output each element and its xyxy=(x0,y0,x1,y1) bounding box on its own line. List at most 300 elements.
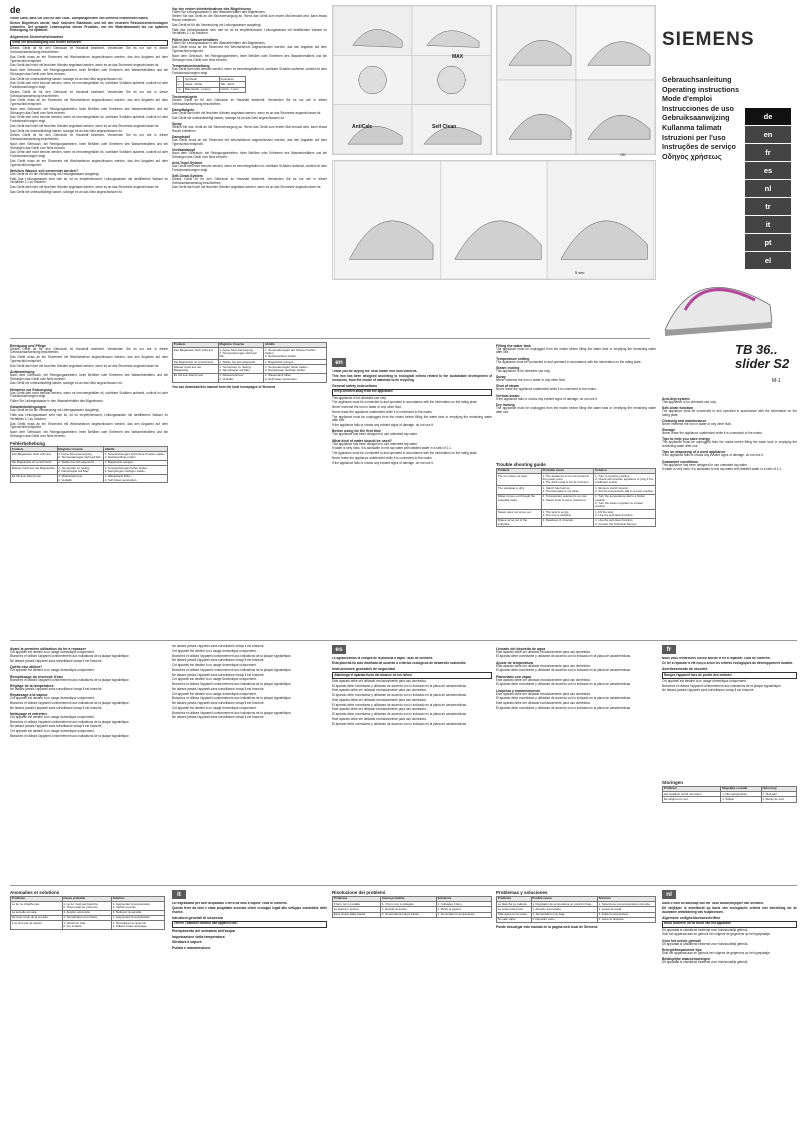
de-steam-title: Dampfbügeln xyxy=(172,107,195,112)
fr-trouble-cell-3-0: Il ne sort pas de vapeur. xyxy=(11,921,63,930)
en-p4-b: Never leave the appliance unattended while it is connected to the mains. xyxy=(332,455,433,460)
de-p3: Das Gerät darf nicht mit feuchten Händen angefasst werden, wenn es an das Stromnetz angeschlossen ist. xyxy=(10,63,160,68)
es-trouble-cell-3-1: 1. Depósito vacío. xyxy=(531,917,597,922)
fr-p3-l: Ne laissez jamais l'appareil sans surveillance lorsqu'il est branché. xyxy=(662,688,755,693)
en-p2: The appliance must be connected to and operated in accordance with the information on the rating plate. xyxy=(332,400,478,405)
de-env-title: Hinweise zur Entsorgung xyxy=(10,387,53,392)
nl-energy-title: Energiebesparende tips xyxy=(662,947,702,952)
de-calc-title: Self-Clean-System xyxy=(172,173,203,178)
fr-intro: Nous vous remercions d'avoir acheté le fer à repasser TB36 de Siemens. xyxy=(662,657,771,660)
es-trouble-cell-0-2: 1. Seleccione una temperatura más alta. xyxy=(597,902,655,907)
en-p6: If the appliance falls or shows any evident signs of damage, do not use it. xyxy=(332,423,434,428)
de-water-title: Welches Wasser soll verwendet werden? xyxy=(10,168,79,173)
de-intro2: Dieses Bügeleisen wurde, nach höchsten Standards, und mit den neuesten Ressourcentechnologien entworfen. Der gesamte Lebenszyklus dieses Produkts, von der Materialauswahl bis zur späteren Entsorgung, ist optimiert. xyxy=(10,20,168,33)
brand-logo: SIEMENS xyxy=(662,29,755,50)
de-p4c: Nach dem Gebrauch, bei Reinigungsarbeiten, beim Befüllen oder Entleeren des Wasserbehälters und bei Störungen das Gerät vom Netz trennen. xyxy=(10,141,168,150)
table-row xyxy=(11,452,168,461)
fr-column-2 xyxy=(172,645,327,880)
en-trouble-cell-2-2: 1. Turn the temperature dial to a higher position. 2. Turn the steam regulator to a lower position. xyxy=(594,494,656,509)
de-intro: Vielen Dank, dass Sie sich für das TB36.. Dampfbügeleisen von Siemens entschieden haben. xyxy=(10,17,149,20)
de-trouble-2-cell-3-2: 1. Wassertank füllen. 2. Self-Clean verwenden. xyxy=(264,373,327,382)
de-store-title: Aufbewahrung xyxy=(10,369,35,374)
en-trouble-title: Trouble shooting guide xyxy=(496,462,546,467)
fr-p3-k: Ne laissez jamais l'appareil sans surveillance lorsqu'il est branché. xyxy=(172,715,265,720)
de-water1-b: Das Gerät ist für die Verwendung mit Leitungswasser ausgelegt. xyxy=(172,22,262,27)
fr-p1-j: Cet appareil est destiné à un usage domestique uniquement. xyxy=(172,705,257,710)
it-trouble-cell-2-2: 1. Aumentare la temperatura. xyxy=(436,912,491,917)
en-safety-title: General safety instructions xyxy=(332,383,378,388)
nl-intro2: Dit strijkijzer is ontwikkeld op basis van ecologische criteria met betrekking tot de duurzame ontwikkeling van hulpbronnen. xyxy=(662,905,797,914)
lang-tab-nl[interactable]: nl xyxy=(745,180,791,197)
es-safety-warn: ¡Mantenga el aparato fuera del alcance de los niños! xyxy=(332,672,492,679)
nl-p1-c: Dit apparaat is uitsluitend bestemd voor huishoudelijk gebruik. xyxy=(662,960,749,965)
fr-p1-i: Cet appareil est destiné à un usage domestique uniquement. xyxy=(172,691,257,696)
fr-safety-warn: Rangez l'appareil hors de portée des enfants! xyxy=(662,672,797,679)
nl-trouble-cell-1-2: 1. Reinig de zool. xyxy=(761,797,796,802)
en-intro: Thank you for buying the TB36 steam iron from Siemens. xyxy=(332,370,418,373)
en-water-title: What kind of water should be used? xyxy=(332,438,392,443)
fr-column-3 xyxy=(662,657,797,777)
fr-p2-j: Branchez et utilisez l'appareil conformément aux indications de la plaque signalétique. xyxy=(172,710,292,715)
it-trouble-header-2: Soluzione xyxy=(436,897,491,902)
es-p2-e: El aparato debe conectarse y utilizarse de acuerdo con lo indicado en la placa de características. xyxy=(332,721,467,726)
fr-fill-title: Remplissage du réservoir d'eau xyxy=(10,674,63,679)
table-row xyxy=(497,510,656,519)
de-p4-d: Nach dem Gebrauch, bei Reinigungsarbeiten, beim Befüllen oder Entleeren des Wasserbehälters und bei Störungen das Gerät vom Netz trennen. xyxy=(172,53,327,62)
temp-cell-2-2: Cotton - Linen xyxy=(219,87,245,92)
fr-p2-f: Branchez et utilisez l'appareil conformément aux indications de la plaque signalétique. xyxy=(172,653,292,658)
de-p3b: Das Gerät darf nicht mit feuchten Händen angefasst werden, wenn es an das Stromnetz angeschlossen ist. xyxy=(10,123,160,128)
nl-p2-b: Sluit het apparaat aan en gebruik het volgens de gegevens op het typeplaatje. xyxy=(662,950,771,955)
nl-p2: Sluit het apparaat aan en gebruik het volgens de gegevens op het typeplaatje. xyxy=(662,932,771,937)
lang-marker-nl: nl xyxy=(662,890,676,899)
en-p4-c: Never leave the appliance unattended while it is connected to the mains. xyxy=(496,387,597,392)
fr-p1-b: Cet appareil est destiné à un usage domestique uniquement. xyxy=(10,668,95,673)
es-p2-g: El aparato debe conectarse y utilizarse de acuerdo con lo indicado en la placa de características. xyxy=(496,668,631,673)
de-trouble-table xyxy=(10,442,168,484)
en-p1: This appliance is for domestic use only. xyxy=(332,395,387,400)
it-trouble-title: Risoluzione dei problemi xyxy=(332,890,386,895)
en-trouble-cell-2-0: Water comes out through the soleplate holes. xyxy=(497,494,542,509)
de-p3-d: Das Gerät darf nicht mit feuchten Händen angefasst werden, wenn es an das Stromnetz angeschlossen ist. xyxy=(172,110,322,115)
de-trouble-cell-3-2: 1. Wassertank füllen. 2. Self-Clean verwenden. xyxy=(103,474,167,483)
table-row xyxy=(497,518,656,527)
en-column-1 xyxy=(332,370,492,635)
de-clean-title: Reinigung und Pflege xyxy=(10,343,46,348)
de-p6-e: Das Gerät darf nicht benutzt werden, wenn es heruntergefallen ist, sichtbare Schäden aufweist, undicht ist oder Funktionsstörungen zeigt. xyxy=(172,163,327,172)
divider-row4 xyxy=(10,885,797,886)
es-trouble-cell-0-0: La plancha no calienta. xyxy=(497,902,532,907)
lang-tab-es[interactable]: es xyxy=(745,162,791,179)
table-row xyxy=(497,494,656,509)
nl-trouble-header-1: Mogelijke oorzaak xyxy=(721,787,761,792)
fr-p1-c: Cet appareil est destiné à un usage domestique uniquement. xyxy=(10,696,95,700)
fr-temp-title: Réglage de la température xyxy=(10,683,54,688)
fr-p1: Cet appareil est destiné à un usage domestique uniquement. xyxy=(10,649,95,654)
en-trouble-table xyxy=(496,462,656,527)
en-shot-title: Shot of steam xyxy=(496,384,520,389)
lang-tab-tr[interactable]: tr xyxy=(745,198,791,215)
es-trouble-cell-2-2: 1. Suba la temperatura. xyxy=(597,912,655,917)
en-before-title: Before using for the first time xyxy=(332,429,382,434)
en-trouble-cell-3-2: 1. Fill the tank. 2. Use the self-clean function. xyxy=(594,510,656,519)
nl-p1: Dit apparaat is uitsluitend bestemd voor huishoudelijk gebruik. xyxy=(662,927,749,932)
fr-p1-g: Cet appareil est destiné à un usage domestique uniquement. xyxy=(172,663,257,667)
fr-intro2: Ce fer à repasser a été conçu selon les critères écologiques du développement durable. xyxy=(662,660,794,665)
es-trouble-header-0: Problema xyxy=(497,897,532,902)
de-trouble-cell-2-2: 1. Temperaturregler höher stellen. 2. Dampfregler niedriger stellen. xyxy=(103,466,167,475)
de-p4-e: Nach dem Gebrauch, bei Reinigungsarbeiten, beim Befüllen oder Entleeren des Wasserbehälters und bei Störungen das Gerät vom Netz trennen. xyxy=(172,150,327,159)
en-p4-e: Never leave the appliance unattended while it is connected to the mains. xyxy=(662,431,763,435)
de-column-2 xyxy=(172,5,327,340)
divider-row2 xyxy=(10,338,650,339)
it-safety-title: Istruzioni generali di sicurezza xyxy=(172,915,223,920)
de-trouble-table-2 xyxy=(172,342,327,383)
es-trouble-cell-0-1: 1. Regulador de temperatura en posición baja. xyxy=(531,902,597,907)
de-warranty-title: Garantiebedingungen xyxy=(10,405,47,410)
de-trouble-cell-3-1: 1. Wassertank leer. 2. Verkalkt. xyxy=(57,474,103,483)
en-p6-b: If the appliance falls or shows any evident signs of damage, do not use it. xyxy=(332,460,434,465)
fr-p2-c: Branchez et utilisez l'appareil conformément aux indications de la plaque signalétique. xyxy=(10,700,130,705)
de-p2-e: Das Gerät muss an ein Stromnetz mit Wechselstrom angeschlossen werden, das den Angaben auf dem Typenschild entspricht. xyxy=(172,137,327,146)
es-p2-d: El aparato debe conectarse y utilizarse de acuerdo con lo indicado en la placa de características. xyxy=(332,712,467,717)
fr-steam-title: Repassage à la vapeur xyxy=(10,693,48,697)
es-trouble-cell-2-0: Sale agua por la suela. xyxy=(497,912,532,917)
fr-p3-f: Ne laissez jamais l'appareil sans surveillance lorsqu'il est branché. xyxy=(172,645,265,648)
en-p6-c: If the appliance falls or shows any evident signs of damage, do not use it. xyxy=(496,396,598,401)
de-p2c: Das Gerät muss an ein Stromnetz mit Wechselstrom angeschlossen werden, das den Angaben auf dem Typenschild entspricht. xyxy=(10,158,168,167)
nl-column-1 xyxy=(662,902,797,1127)
en-water2-e: If water is very hard, it is advisable to mix tap water with distilled water in a ratio of 1:1. xyxy=(662,467,782,472)
de-p6-f: Das Gerät darf nicht benutzt werden, wenn es heruntergefallen ist, sichtbare Schäden aufweist, undicht ist oder Funktionsstörungen zeigt. xyxy=(10,390,168,399)
fr-p1-h: Cet appareil est destiné à un usage domestique uniquement. xyxy=(172,677,257,682)
fr-trouble-cell-0-1: 1. Le fer n'est pas branché. 2. Thermostat au minimum. xyxy=(62,902,111,911)
fr-p3-g: Ne laissez jamais l'appareil sans surveillance lorsqu'il est branché. xyxy=(172,658,265,663)
fr-p2-d: Branchez et utilisez l'appareil conformément aux indications de la plaque signalétique. xyxy=(10,719,130,724)
de-temp-title: Temperatureinstellung xyxy=(172,63,210,68)
en-trouble-cell-4-1: 1. Residues of minerals. xyxy=(541,518,594,527)
fr-p2-k: Branchez et utilisez l'appareil conformément aux indications de la plaque signalétique. xyxy=(662,683,782,688)
model-name xyxy=(735,343,789,371)
nl-trouble-table xyxy=(662,780,797,803)
nl-trouble-cell-0-1: 1. Niet aangesloten. xyxy=(721,792,761,797)
figure-iron-3 xyxy=(332,160,656,280)
en-p3-e: Never immerse the iron in water or any other fluid. xyxy=(662,421,732,426)
de-spray-title: Spray xyxy=(172,121,182,126)
title-list xyxy=(662,75,739,161)
de-p6b: Das Gerät darf nicht benutzt werden, wenn es heruntergefallen ist, sichtbare Schäden aufweist, undicht ist oder Funktionsstörungen zeigt. xyxy=(10,115,168,124)
nl-before-title: Vóór het eerste gebruik xyxy=(662,938,702,943)
es-p2-i: El aparato debe conectarse y utilizarse de acuerdo con lo indicado en la placa de características. xyxy=(496,696,631,701)
de-trouble-cell-0-2: 1. Temperaturregler auf höhere Position stellen. 2. Netzanschluss prüfen. xyxy=(104,451,166,460)
fr-trouble-header-0: Problème xyxy=(11,897,63,902)
de-trouble-cell-0-1: 1. Keine Stromversorgung. 2. Temperaturregler steht auf Min. xyxy=(58,451,102,460)
fr-p3-j: Ne laissez jamais l'appareil sans surveillance lorsqu'il est branché. xyxy=(172,701,265,705)
fr-p3-i: Ne laissez jamais l'appareil sans surveillance lorsqu'il est branché. xyxy=(172,686,265,691)
en-calc-title: Self-clean function xyxy=(662,405,694,410)
de-column-4 xyxy=(172,342,327,637)
en-column-2 xyxy=(496,342,656,457)
es-trouble-cell-2-1: 1. Temperatura muy baja. xyxy=(531,912,597,917)
lang-tab-fr[interactable]: fr xyxy=(745,144,791,161)
es-intro: Le agradecemos la compra de la plancha a vapor TB36 de Siemens. xyxy=(332,657,434,660)
nl-p1-b: Dit apparaat is uitsluitend bestemd voor huishoudelijk gebruik. xyxy=(662,941,749,946)
it-trouble-cell-1-1: 1. Residui di amido. xyxy=(381,907,437,912)
es-steam-title: Planchado con vapor xyxy=(496,674,532,679)
fr-p3-b: Ne laissez jamais l'appareil sans surveillance lorsqu'il est branché. xyxy=(10,686,103,691)
table-row xyxy=(333,912,492,917)
de-p2-g: Das Gerät muss an ein Stromnetz mit Wechselstrom angeschlossen werden, das den Angaben auf dem Typenschild entspricht. xyxy=(10,421,168,430)
fr-trouble-cell-0-2: 1. Augmentez la température. 2. Vérifiez la prise. xyxy=(111,902,164,911)
de-trouble-2-cell-0-2: 1. Temperaturregler auf höhere Position stellen. 2. Netzanschluss prüfen. xyxy=(264,348,327,360)
es-intro2: Esta plancha ha sido diseñada de acuerdo a criterios ecológicos de desarrollo sostenible. xyxy=(332,660,467,665)
en-p5-c: The appliance must be unplugged from the mains before filling the water tank or emptying the remaining water after use. xyxy=(496,346,656,355)
de-trouble-2-cell-2-1: 1. Temperatur zu niedrig. 2. Dampfregler auf Max. xyxy=(218,365,264,374)
es-p1-f: Este aparato debe ser utilizado exclusivamente para uso doméstico. xyxy=(496,649,591,654)
it-temp-title: Impostazione della temperatura xyxy=(172,934,225,939)
de-p4-g: Nach dem Gebrauch, bei Reinigungsarbeiten, beim Befüllen oder Entleeren des Wasserbehälters und bei Störungen das Gerät vom Netz trennen. xyxy=(10,430,168,438)
en-temp-title: Temperature setting xyxy=(496,356,530,361)
en-trouble-cell-4-0: Flakes come out of the soleplate. xyxy=(497,518,542,527)
de-dry-title: Trockenbügeln xyxy=(172,94,197,99)
temp-cell-2-0: ••• xyxy=(177,87,184,92)
es-trouble-table xyxy=(496,890,656,929)
de-use2-d: Stellen Sie das Gerät an die Stromversorgung an. Wenn das Gerät zum ersten Mal benutzt wird, kann etwas Rauch entstehen. xyxy=(172,124,327,133)
table-row xyxy=(11,902,165,911)
de-use1-f: Füllen Sie Leitungswasser in den Wasserbehälter des Bügeleisens. xyxy=(10,399,104,403)
en-trouble-header-0: Problem xyxy=(497,469,542,474)
en-p1-c: This appliance is for domestic use only. xyxy=(496,368,551,373)
es-trouble-cell-1-0: La suela está sucia. xyxy=(497,907,532,912)
en-water1: This appliance has been designed to use untreated tap water. xyxy=(332,441,418,446)
label-max-1: MAX xyxy=(452,54,464,60)
it-intro: La ringraziamo per aver acquistato il ferro da stiro a vapore TB36 di Siemens. xyxy=(172,902,288,905)
es-p2-b: El aparato debe conectarse y utilizarse de acuerdo con lo indicado en la placa de características. xyxy=(332,693,467,698)
de-p5: Das Gerät nie unbeaufsichtigt lassen, solange es an das Netz angeschlossen ist. xyxy=(10,76,123,81)
de-trouble-2-cell-1-0: Die Bügelsohle ist verschmutzt. xyxy=(173,360,219,365)
de-p1c: Dieses Gerät ist für den Gebrauch im Haushalt bestimmt. Verwenden Sie es nur wie in dieser Gebrauchsanweisung beschrieben. xyxy=(10,133,168,142)
title-el: Οδηγος χρήσεως xyxy=(662,151,722,161)
en-store-title: Storage xyxy=(662,428,676,432)
es-trouble-header-1: Posible causa xyxy=(531,897,597,902)
fr-trouble-cell-2-2: 1. Augmentez la température. xyxy=(111,915,164,920)
lang-tab-el[interactable]: el xyxy=(745,252,791,269)
es-safety-title: Instrucciones generales de seguridad xyxy=(332,667,395,671)
de-water1-f: Das Gerät ist für die Verwendung mit Leitungswasser ausgelegt. xyxy=(10,408,100,413)
es-trouble-cell-1-2: 1. Limpie la suela. xyxy=(597,907,655,912)
divider-row3 xyxy=(10,640,797,641)
de-trouble-2-cell-2-2: 1. Temperaturregler höher stellen. 2. Dampfregler niedriger stellen. xyxy=(264,365,327,374)
es-p1-c: Este aparato debe ser utilizado exclusivamente para uso doméstico. xyxy=(332,697,427,702)
fr-trouble-header-2: Solution xyxy=(111,897,164,902)
de-trouble-title: Fehlerbehebung xyxy=(10,440,46,446)
de-p1b: Dieses Gerät ist für den Gebrauch im Haushalt bestimmt. Verwenden Sie es nur wie in dieser Gebrauchsanweisung beschrieben. xyxy=(10,89,168,98)
de-p2-f: Das Gerät muss an ein Stromnetz mit Wechselstrom angeschlossen werden, das den Angaben auf dem Typenschild entspricht. xyxy=(10,355,168,363)
es-column-2 xyxy=(496,645,656,880)
lang-marker-fr: fr xyxy=(662,645,676,654)
fr-p3-h: Ne laissez jamais l'appareil sans surveillance lorsqu'il est branché. xyxy=(172,672,265,677)
nl-trouble-cell-1-1: 1. Stijfsel. xyxy=(721,797,761,802)
it-trouble-table xyxy=(332,890,492,918)
temp-cell-0-0: • xyxy=(177,77,184,82)
de-trouble-2-cell-3-0: Es tritt kein Dampf aus. xyxy=(173,373,219,382)
fr-trouble-cell-1-1: 1. Amidon accumulé. xyxy=(62,910,111,915)
es-p2: El aparato debe conectarse y utilizarse de acuerdo con lo indicado en la placa de características. xyxy=(332,683,467,688)
model-code: M-1 xyxy=(772,378,781,384)
table-row xyxy=(663,797,797,802)
label-ok: OK xyxy=(620,152,626,157)
de-water2-f: Falls das Leitungswasser sehr hart ist, ist es empfehlenswert, Leitungswasser mit destilliertem Wasser im Verhältnis 1:1 zu mischen. xyxy=(10,413,168,421)
en-env-title: Tips to help you save energy xyxy=(662,437,710,442)
de-footnote: You can download this manual from the local homepages of Siemens xyxy=(172,384,276,389)
en-water1-e: This appliance has been designed to use untreated tap water. xyxy=(662,462,748,467)
de-p5c: Das Gerät nie unbeaufsichtigt lassen, solange es an das Netz angeschlossen ist. xyxy=(10,189,123,194)
fr-trouble-cell-0-0: Le fer ne chauffe pas. xyxy=(11,902,63,911)
en-column-3 xyxy=(662,395,797,635)
en-warranty-title: Guarantee conditions xyxy=(662,459,698,464)
de-vertical-title: Vertikaldampf xyxy=(172,147,195,152)
en-trouble-cell-1-2: 1. Remove starch deposit. 2. Set the temperature dial to a lower position. xyxy=(595,485,655,493)
label-self-clean: Self Clean xyxy=(432,124,457,130)
es-column-1 xyxy=(332,657,492,880)
en-water1-a: This appliance has been designed to use untreated tap water. xyxy=(332,432,418,437)
it-trouble-cell-2-0: Esce acqua dalla piastra. xyxy=(333,912,381,917)
en-clean-title: Cleaning and maintenance xyxy=(662,418,707,423)
de-trouble-2-cell-3-1: 1. Wassertank leer. 2. Verkalkt. xyxy=(218,373,264,382)
fr-safety-title: Avertissements de sécurité xyxy=(662,667,708,671)
en-safety-warn: Keep children away from the appliance! xyxy=(332,389,492,396)
de-trouble-2-header-2: Abhilfe xyxy=(264,343,327,348)
de-p4-f: Nach dem Gebrauch, bei Reinigungsarbeiten, beim Befüllen oder Entleeren des Wasserbehälters und bei Störungen das Gerät vom Netz trennen. xyxy=(10,372,168,381)
en-dry-title: Dry ironing xyxy=(496,402,515,407)
title-es: Instrucciones de uso xyxy=(662,103,734,113)
fr-trouble-table xyxy=(10,890,165,930)
de-p5-d: Das Gerät nie unbeaufsichtigt lassen, solange es an das Netz angeschlossen ist. xyxy=(172,115,285,120)
nl-trouble-header-2: Oplossing xyxy=(761,787,796,792)
en-dispose-title: Tips on disposing of a used appliance xyxy=(662,450,726,455)
nl-trouble-cell-0-0: Het strijkijzer wordt niet warm. xyxy=(663,792,721,797)
lang-tab-en[interactable]: en xyxy=(745,126,791,143)
fr-p2-e: Branchez et utilisez l'appareil conformément aux indications de la plaque signalétique. xyxy=(10,733,130,738)
de-trouble-2-header-0: Problem xyxy=(173,343,219,348)
fr-trouble-cell-1-2: 1. Nettoyez la semelle. xyxy=(111,910,164,915)
fr-p3: Ne laissez jamais l'appareil sans surveillance lorsqu'il est branché. xyxy=(10,659,103,663)
es-p1-g: Este aparato debe ser utilizado exclusivamente para uso doméstico. xyxy=(496,663,591,668)
de-trouble-cell-2-0: Wasser tropft aus der Bügelsohle. xyxy=(11,466,58,475)
de-p1-d: Dieses Gerät ist für den Gebrauch im Haushalt bestimmt. Verwenden Sie es nur wie in dieser Gebrauchsanweisung beschrieben. xyxy=(172,97,327,106)
fr-water-title: Quelle eau utiliser? xyxy=(10,665,43,670)
en-intro2: This iron has been designed according to ecological criteria related to the sustainable development of resources, from the choice of materials to its recycling. xyxy=(332,373,492,382)
table-row xyxy=(11,466,168,475)
de-fill-title: Füllen des Wasserbehälters xyxy=(172,37,219,42)
de-p6: Das Gerät darf nicht benutzt werden, wenn es heruntergefallen ist, sichtbare Schäden aufweist, undicht ist oder Funktionsstörungen zeigt. xyxy=(10,81,168,90)
table-row xyxy=(497,486,656,495)
figure-iron-1 xyxy=(332,5,492,155)
en-trouble-cell-1-0: The soleplate is dirty xyxy=(497,486,542,495)
fr-trouble-cell-2-1: 1. Température trop basse. xyxy=(62,915,111,920)
en-p6-e: If the appliance falls or shows any evident signs of damage, do not use it. xyxy=(662,453,764,458)
en-trouble-cell-0-1: 1. The appliance is not connected to the power point. 2. The thermostat is set at minimum. xyxy=(541,474,594,486)
title-en: Operating instructions xyxy=(662,84,740,94)
it-trouble-cell-0-2: 1. Collegare il ferro. xyxy=(436,902,491,907)
it-trouble-cell-0-1: 1. Il ferro non è collegato. xyxy=(381,902,437,907)
nl-dispose-title: Belangrijke waarschuwingen xyxy=(662,957,711,962)
de-safety-title: Allgemeine Sicherheitshinweise xyxy=(10,34,64,39)
de-water1: Das Gerät ist für die Verwendung mit Leitungswasser ausgelegt. xyxy=(10,171,100,176)
de-p4b: Nach dem Gebrauch, bei Reinigungsarbeiten, beim Befüllen oder Entleeren des Wasserbehälters und bei Störungen das Gerät vom Netz trennen. xyxy=(10,106,168,115)
fr-p1-f: Cet appareil est destiné à un usage domestique uniquement. xyxy=(172,648,257,653)
lang-tab-de[interactable]: de xyxy=(745,108,791,125)
de-shot-title: Dampfstoß xyxy=(172,134,191,139)
label-antical: AntiCalc xyxy=(352,124,373,130)
fr-trouble-header-1: Cause probable xyxy=(62,897,111,902)
es-trouble-cell-3-2: 1. Llene el depósito. xyxy=(597,917,655,922)
de-p5b: Das Gerät nie unbeaufsichtigt lassen, solange es an das Netz angeschlossen ist. xyxy=(10,128,123,133)
de-trouble-2-cell-1-1: 1. Stärke hat sich abgesetzt. xyxy=(218,360,264,365)
de-p6c: Das Gerät darf nicht benutzt werden, wenn es heruntergefallen ist, sichtbare Schäden aufweist, undicht ist oder Funktionsstörungen zeigt. xyxy=(10,150,168,159)
en-p1-e: This appliance is for domestic use only. xyxy=(662,399,717,404)
en-trouble-header-1: Probable cause xyxy=(541,469,594,474)
figure-iron-2 xyxy=(496,5,656,155)
title-fr: Mode d'emploi xyxy=(662,94,713,104)
nl-trouble-header-0: Probleem xyxy=(663,787,721,792)
de-p5-f: Das Gerät nie unbeaufsichtigt lassen, solange es an das Netz angeschlossen ist. xyxy=(10,381,123,386)
it-trouble-cell-1-0: La piastra è sporca. xyxy=(333,907,381,912)
title-pt: Instruções de serviço xyxy=(662,142,736,152)
fr-trouble-cell-3-2: 1. Remplissez le réservoir. 2. Utilisez l'auto-nettoyage. xyxy=(111,921,164,930)
fr-trouble-cell-3-1: 1. Réservoir vide. 2. Fer entartré. xyxy=(62,921,111,930)
lang-tab-pt[interactable]: pt xyxy=(745,234,791,251)
table-row xyxy=(173,373,327,382)
de-use1: Füllen Sie Leitungswasser in den Wasserbehälter des Bügeleisens. xyxy=(172,9,266,14)
model-line: TB 36.. slider S2 xyxy=(735,342,790,371)
de-use-title: Vor der ersten Inbetriebnahme des Bügeleisens xyxy=(172,6,252,11)
es-trouble-cell-1-1: 1. Almidón acumulado. xyxy=(531,907,597,912)
de-water2-b: Falls das Leitungswasser sehr hart ist, ist es empfehlenswert, Leitungswasser mit destilliertem Wasser im Verhältnis 1:1 zu mischen. xyxy=(172,27,327,36)
label-seconds: 5 sec xyxy=(575,270,585,275)
nl-trouble-cell-0-2: 1. Sluit aan. xyxy=(761,792,796,797)
de-p3-f: Das Gerät darf nicht mit feuchten Händen angefasst werden, wenn es an das Stromnetz angeschlossen ist. xyxy=(10,363,160,368)
fr-p2-b: Branchez et utilisez l'appareil conformément aux indications de la plaque signalétique. xyxy=(10,677,130,682)
title-tr: Kullanma talimatı xyxy=(662,122,722,132)
it-safety-warn: Tenere i bambini lontano dall'apparecchio! xyxy=(172,921,327,928)
it-trouble-header-1: Causa probabile xyxy=(381,897,437,902)
de-p3-e: Das Gerät darf nicht mit feuchten Händen angefasst werden, wenn es an das Stromnetz angeschlossen ist. xyxy=(172,185,322,190)
en-vertical-title: Vertical steam xyxy=(496,393,520,398)
de-trouble-2-cell-0-0: Das Bügeleisen heizt nicht auf. xyxy=(173,348,219,360)
fr-p1-e: Cet appareil est destiné à un usage domestique uniquement. xyxy=(10,729,95,733)
es-temp-title: Ajuste de temperatura xyxy=(496,660,533,665)
en-trouble-cell-3-0: Steam does not come out. xyxy=(497,510,542,519)
it-intro2: Questo ferro da stiro è stato progettato secondo criteri ecologici legati allo sviluppo sostenibile delle risorse. xyxy=(172,905,327,914)
en-fill-title: Filling the water tank xyxy=(496,343,531,348)
lang-tab-it[interactable]: it xyxy=(745,216,791,233)
de-auto-title: Anti-Tropf-System xyxy=(172,160,203,165)
es-trouble-header-2: Solución xyxy=(597,897,655,902)
en-p5-e: The appliance must be unplugged from the mains before filling the water tank or emptying the remaining water after use. xyxy=(662,440,797,448)
table-row xyxy=(173,365,327,374)
it-fill-title: Riempimento del serbatoio dell'acqua xyxy=(172,929,235,934)
it-column-1 xyxy=(172,902,327,1127)
fr-column-1 xyxy=(10,645,168,880)
en-trouble-cell-3-1: 1. The tank is empty. 2. The iron is calcified. xyxy=(541,510,594,519)
de-trouble-cell-2-1: 1. Temperatur zu niedrig. 2. Dampfregler auf Max. xyxy=(57,466,103,475)
en-trouble-cell-2-1: 1. Temperature selected is too low. 2. Steam knob is set to maximum. xyxy=(541,494,594,509)
en-p2-c: The appliance must be connected to and operated in accordance with the information on the rating plate. xyxy=(496,359,642,364)
fr-trouble-title: Anomalies et solutions xyxy=(10,890,60,895)
temp-cell-0-1: Synthetik xyxy=(184,77,220,82)
es-trouble-title: Problemas y soluciones xyxy=(496,890,548,895)
